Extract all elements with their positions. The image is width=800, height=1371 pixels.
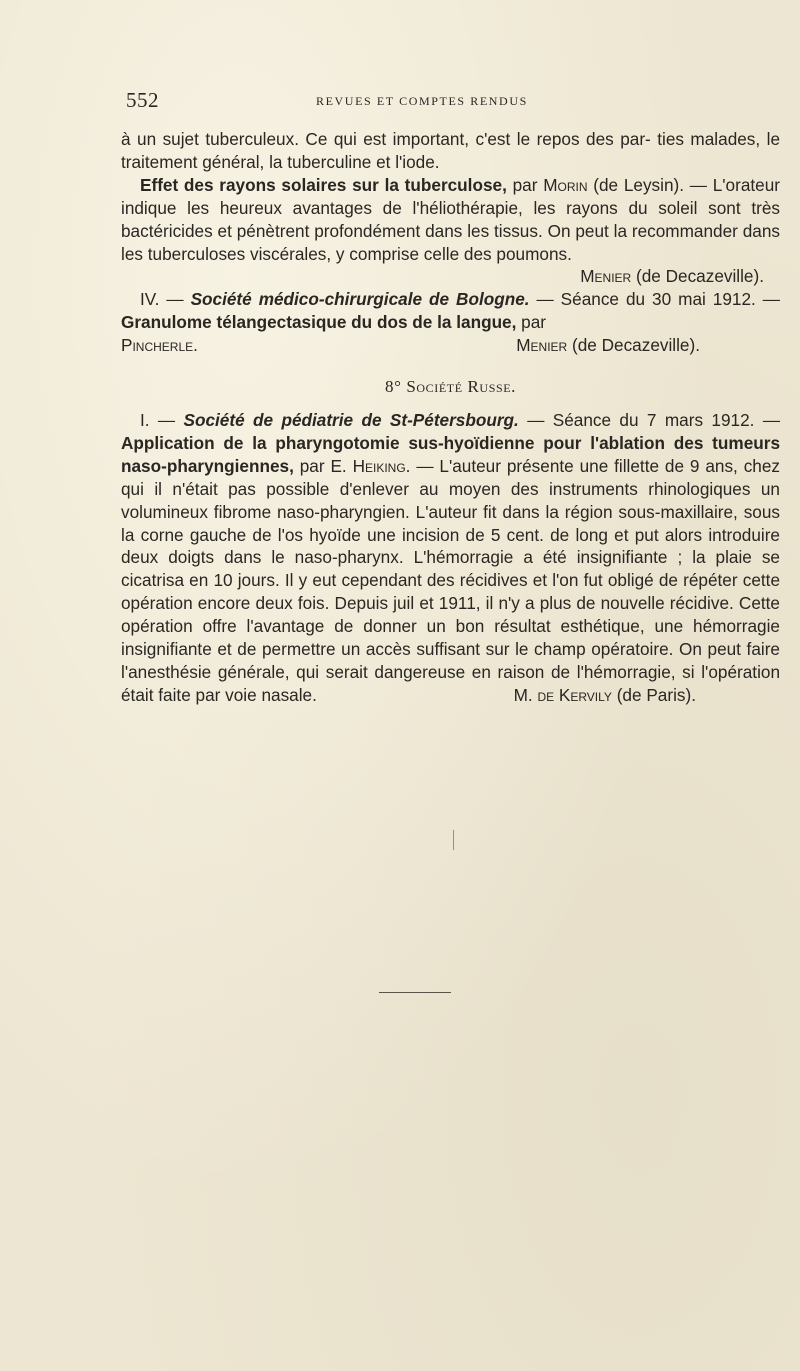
paper-mark xyxy=(453,830,454,850)
by-word: par xyxy=(516,312,547,333)
article-title: Effet des rayons solaires sur la tuberculose, xyxy=(140,174,507,195)
page-number: 552 xyxy=(126,88,159,112)
by-word: par E. xyxy=(293,455,353,476)
reviewer-signature xyxy=(495,684,780,707)
section-numeral: I. — xyxy=(140,409,184,430)
signature-line xyxy=(121,334,780,357)
continuation-line-2: ties malades, le traitement général, la tuberculine et l'iode. xyxy=(121,129,781,172)
session-date: — Séance du 7 mars 1912. — xyxy=(518,409,781,430)
society-name: Société de pédiatrie de St-Pétersbourg. xyxy=(183,409,519,430)
article-author: Heiking. xyxy=(352,455,411,476)
section-title: Société Russe. xyxy=(406,377,517,397)
page-header xyxy=(126,88,666,118)
end-rule xyxy=(379,992,451,993)
article-body: — L'auteur présente une fillette de 9 ans, chez qui il n'était pas possible d'enlever au moyen des instruments rhinologiques un volumineux fibrome naso-pharyngien. L'auteur fit dans la région sous-maxillaire, sous la corne gauche de l'os hyoïde une incision de 5 cent. de long et put alors introduire deux doigts dans le naso-pharynx. L'hémorragie a été insignifiante ; la plaie se cicatrisa en 10 jours. Il y eut cependant des récidives et l'on fut obligé de répéter cette opération encore deux fois. Depuis juil et 1911, il n'y a plus de nouvelle récidive. Cette opération offre l'avantage de donner un bon résultat esthétique, une hémorragie insignifiante et de permettre un accès suffisant sur le champ opératoire. On peut faire l'anesthésie générale, qui serait dangereuse en raison de l'hémorragie, si l'opération était faite par voie nasale. xyxy=(121,455,781,705)
text-body xyxy=(121,128,780,707)
reviewer-signature xyxy=(561,265,780,288)
reviewer-prefix: M. xyxy=(513,684,538,705)
reviewer-location: (de Decazeville). xyxy=(631,266,764,287)
reviewer-name: Menier xyxy=(580,266,632,287)
paragraph-bologne xyxy=(121,288,780,334)
section-number: 8° xyxy=(384,377,407,397)
reviewer-signature xyxy=(516,334,780,357)
session-date: — Séance du 30 mai 1912. — xyxy=(529,289,780,310)
reviewer-name: Kervily xyxy=(558,684,612,705)
article-author: Morin xyxy=(543,174,588,195)
society-name: Société médico-chirurgicale de Bologne. xyxy=(190,289,530,310)
article-body: — L'orateur indique les heureux avantages de l'héliothérapie, les rayons du soleil sont très bactéricides et pénètrent profondément dans les tissus. On peut la recommander dans les tuberculoses viscérales, y comprise celle des poumons. xyxy=(121,174,780,264)
reviewer-location: (de Decazeville). xyxy=(567,335,700,356)
author-location: (de Leysin). xyxy=(587,174,685,195)
reviewer-location: (de Paris). xyxy=(611,684,696,705)
article-title: Granulome télangectasique du dos de la langue, xyxy=(121,312,517,333)
running-head: REVUES ET COMPTES RENDUS xyxy=(316,94,528,108)
paragraph-heiking xyxy=(121,409,780,707)
paragraph-morin xyxy=(121,174,780,289)
section-heading xyxy=(121,376,780,399)
reviewer-particle: de xyxy=(537,684,559,705)
reviewer-name: Menier xyxy=(516,335,568,356)
paragraph-continuation xyxy=(121,128,780,174)
by-word: par xyxy=(506,174,544,195)
article-title: Application de la pharyngotomie sus-hyoïdienne pour l'ablation des tumeurs naso-pharyngiennes, xyxy=(121,432,780,476)
section-numeral: IV. — xyxy=(140,289,191,310)
article-author: Pincherle. xyxy=(121,335,198,356)
continuation-line-1: à un sujet tuberculeux. Ce qui est important, c'est le repos des par- xyxy=(121,129,651,149)
